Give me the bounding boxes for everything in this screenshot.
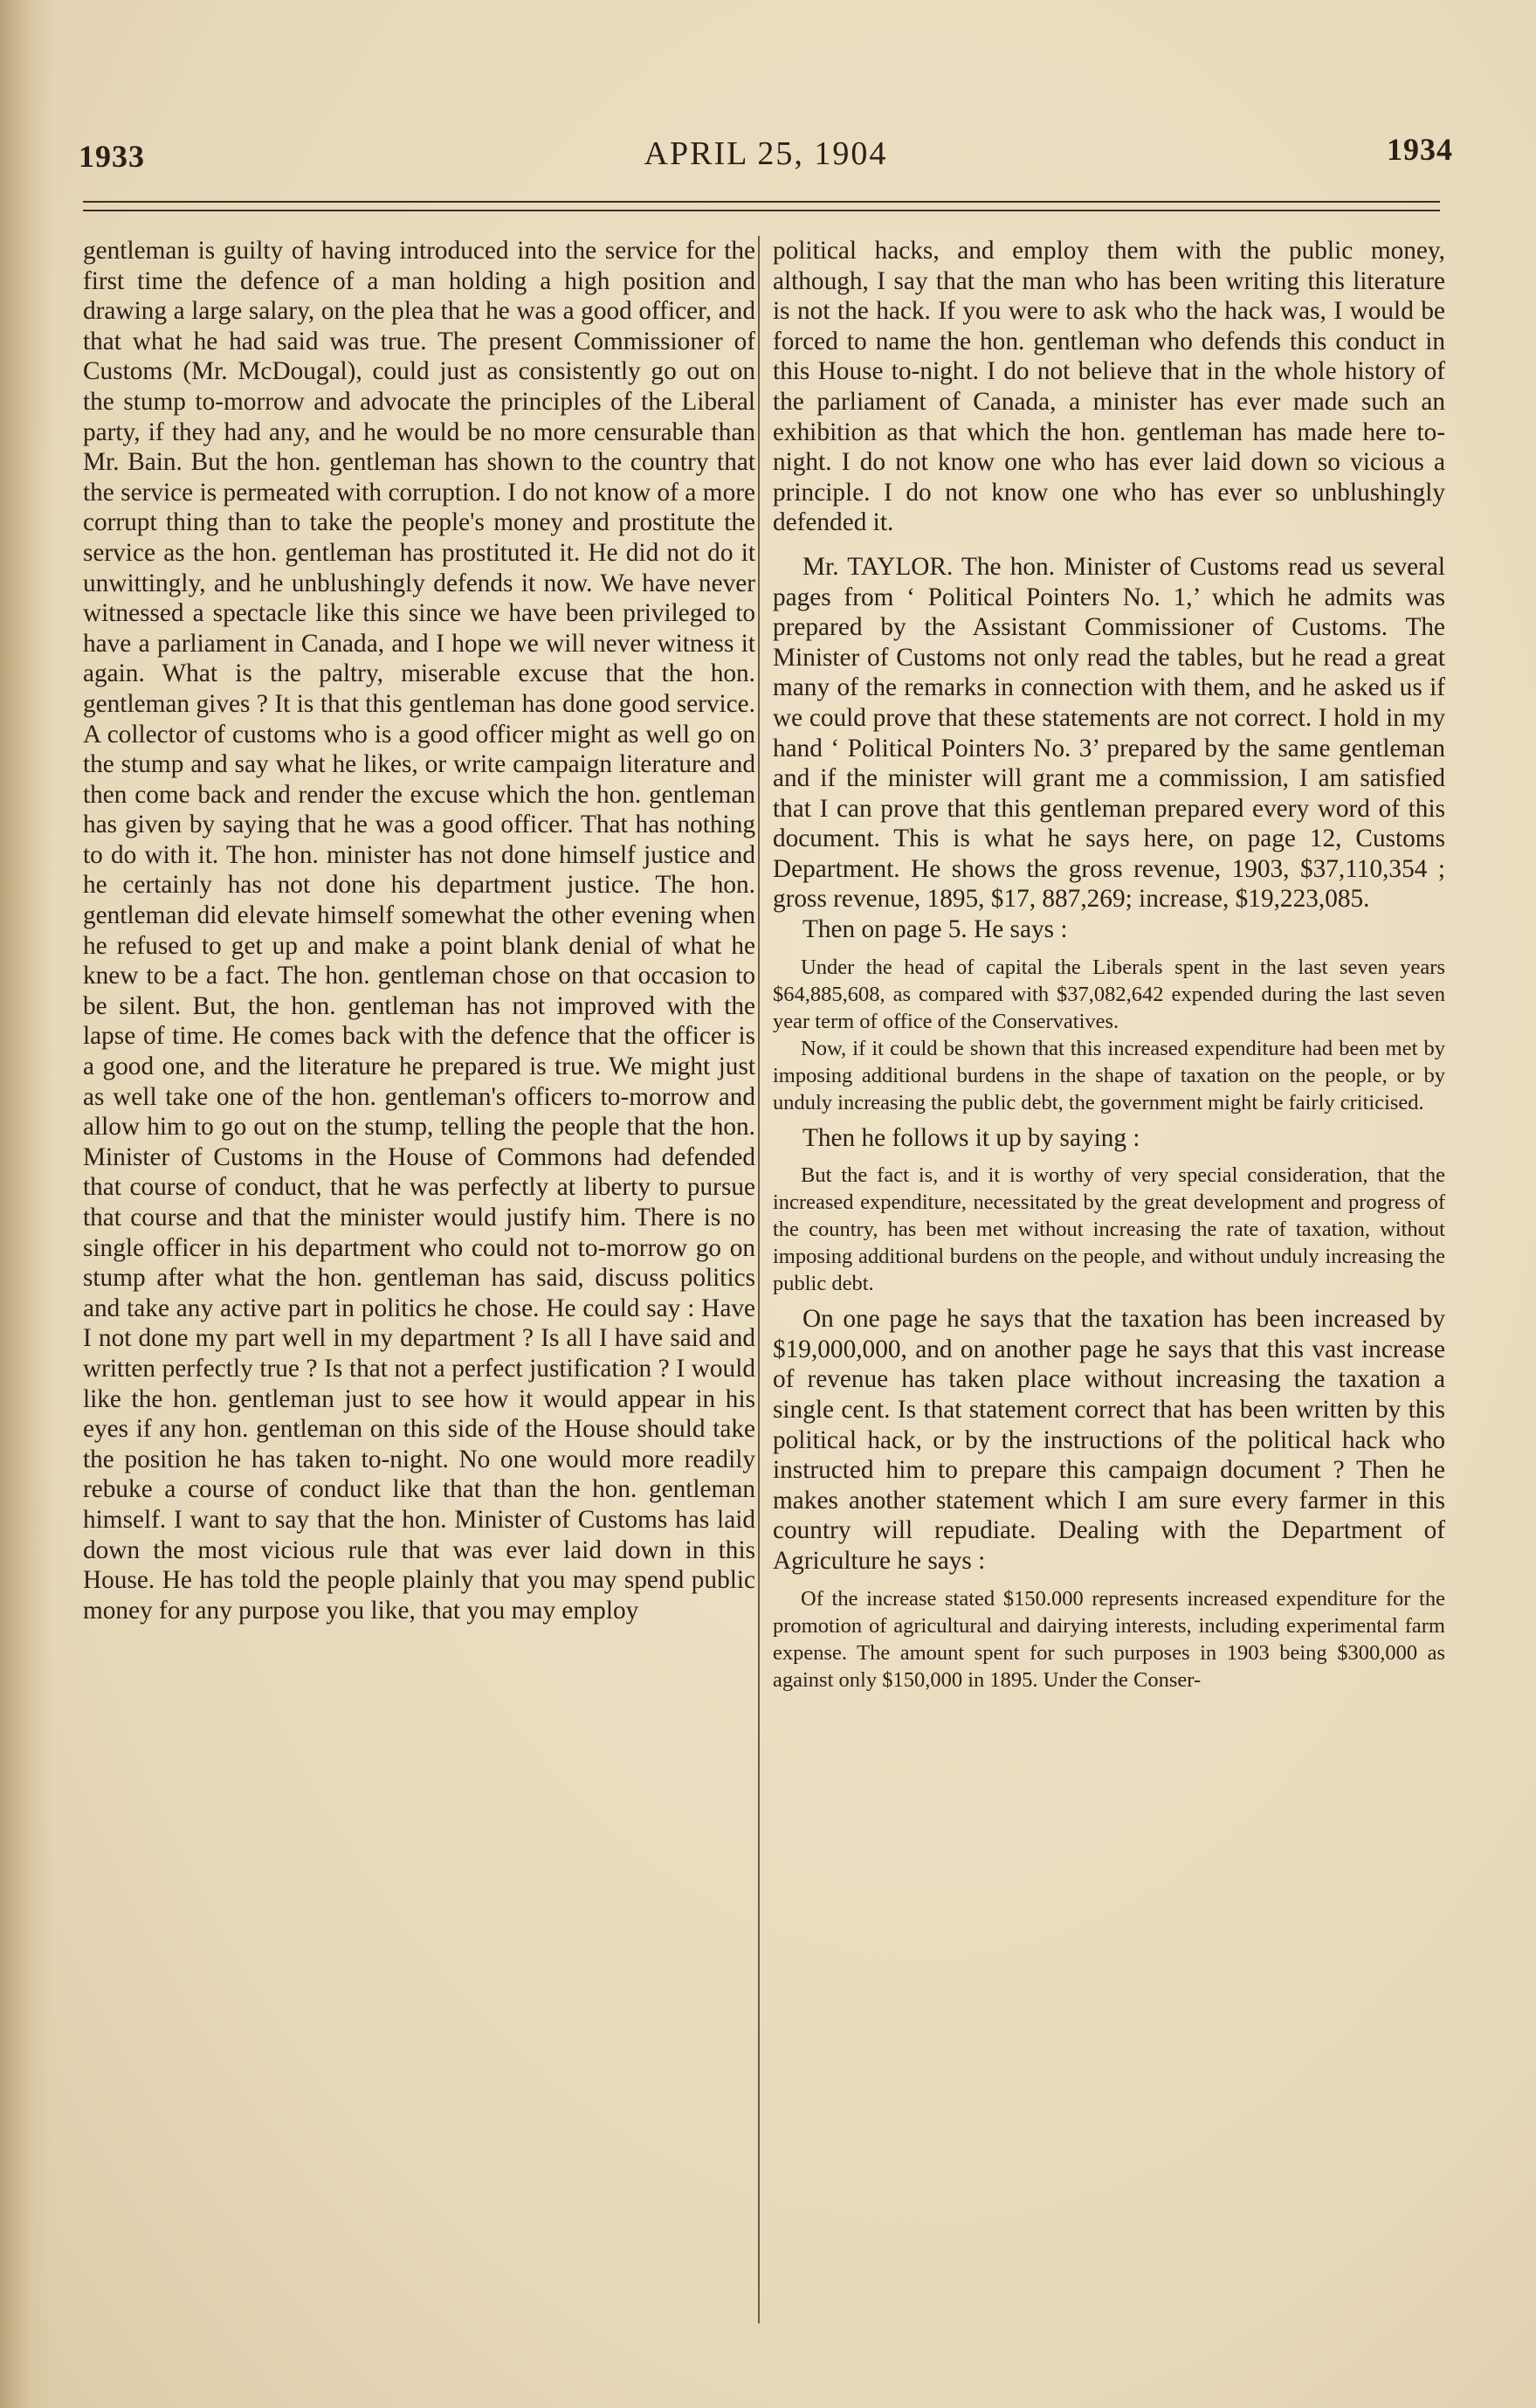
header-rule-bottom: [83, 210, 1440, 211]
page-header: [79, 131, 1453, 183]
quote-block-1: [773, 954, 1445, 1116]
quote-2-paragraph: But the fact is, and it is worthy of very special consideration, that the increased expenditure, necessitated by the great development and progress of the country, has been met without increasing the rate of taxation, without imposing additional burdens on the people, and without unduly increasing the public debt.: [773, 1163, 1445, 1296]
quote-block-3: [773, 1585, 1445, 1694]
quote-1-paragraph-a: Under the head of capital the Liberals spent in the last seven years $64,885,608, as compared with $37,082,642 expended during the last seven year term of office of the Conservatives.: [773, 955, 1445, 1033]
left-paragraph-1: gentleman is guilty of having introduced into the service for the first time the defence of a man holding a high position and drawing a large salary, on the plea that he was a good officer, and that what he had said was true. The present Commissioner of Customs (Mr. McDougal), could just as consistently go out on the stump to-morrow and advocate the principles of the Liberal party, if they had any, and he would be no more censurable than Mr. Bain. But the hon. gentleman has shown to the country that the service is permeated with corruption. I do not know of a more corrupt thing than to take the people's money and prostitute the service as the hon. gentleman has prostituted it. He did not do it unwittingly, and he unblushingly defends it now. We have never witnessed a spectacle like this since we have been privileged to have a parliament in Canada, and I hope we will never witness it again. What is the paltry, miserable excuse that the hon. gentleman gives ? It is that this gentleman has done good service. A collector of customs who is a good officer might as well go on the stump and say what he likes, or write campaign literature and then come back and render the excuse which the hon. gentleman has given by saying that he was a good officer. That has nothing to do with it. The hon. minister has not done himself justice and he certainly has not done his department justice. The hon. gentleman did elevate himself somewhat the other evening when he refused to get up and make a point blank denial of what he knew to be a fact. The hon. gentleman chose on that occasion to be silent. But, the hon. gentleman has not improved with the lapse of time. He comes back with the defence that the officer is a good one, and the literature he prepared is true. We might just as well take one of the hon. gentleman's officers to-morrow and allow him to go out on the stump, telling the people that the hon. Minister of Customs in the House of Commons had defended that course of conduct, that he was perfectly at liberty to pursue that course and that the minister would justify him. There is no single officer in his department who could not to-morrow go on stump after what the hon. gentleman has said, discuss politics and take any active part in politics he chose. He could say : Have I not done my part well in my department ? Is all I have said and written perfectly true ? Is that not a perfect justification ? I would like the hon. gentleman just to see how it would appear in his eyes if any hon. gentleman on this side of the House should take the position he has taken to-night. No one would more readily rebuke a course of conduct like that than the hon. gentleman himself. I want to say that the hon. Minister of Customs has laid down the most vicious rule that was ever laid down in this House. He has told the people plainly that you may spend public money for any purpose you like, that you may employ: [83, 237, 755, 1625]
page-number-left: 1933: [79, 139, 145, 174]
right-paragraph-3: Then on page 5. He says :: [802, 915, 1068, 944]
right-paragraph-2: Mr. TAYLOR. The hon. Minister of Customs read us several pages from ‘ Political Pointers No. 1,’ which he admits was prepared by the Assistant Commissioner of Customs. The Minister of Customs not only read the tables, but he read a great many of the remarks in connection with them, and he asked us if we could prove that these statements are not correct. I hold in my hand ‘ Political Pointers No. 3’ prepared by the same gentleman and if the minister will grant me a commission, I am satisfied that I can prove that this gentleman prepared every word of this document. This is what he says here, on page 12, Customs Department. He shows the gross revenue, 1903, $37,110,354 ; gross revenue, 1895, $17, 887,269; increase, $19,223,085.: [773, 552, 1445, 914]
right-paragraph-1: political hacks, and employ them with the public money, although, I say that the man who has been writing this literature is not the hack. If you were to ask who the hack was, I would be forced to name the hon. gentleman who defends this conduct in this House to-night. I do not believe that in the whole history of the parliament of Canada, a minister has ever made such an exhibition as that which the hon. gentleman has made here to-night. I do not know one who has ever laid down so vicious a principle. I do not know one who has ever so unblushingly defended it.: [773, 237, 1445, 537]
quote-3-paragraph: Of the increase stated $150.000 represents increased expenditure for the promotion of agricultural and dairying interests, including experimental farm expense. The amount spent for such purposes in 1903 being $300,000 as against only $150,000 in 1895. Under the Conser-: [773, 1586, 1445, 1692]
page-number-right: 1934: [1387, 132, 1453, 167]
column-divider: [758, 236, 760, 2323]
right-paragraph-4: Then he follows it up by saying :: [802, 1123, 1140, 1152]
header-date: APRIL 25, 1904: [644, 135, 888, 172]
page-spine-shadow: [0, 0, 52, 2408]
quote-block-2: [773, 1162, 1445, 1297]
right-paragraph-5: On one page he says that the taxation has been increased by $19,000,000, and on another page he says that this vast increase of revenue has taken place without increasing the taxation a single cent. Is that statement correct that has been written by this political hack, or by the instructions of the political hack who instructed him to prepare this campaign document ? Then he makes another statement which I am sure every farmer in this country will repudiate. Dealing with the Department of Agriculture he says :: [773, 1305, 1445, 1575]
quote-1-paragraph-b: Now, if it could be shown that this increased expenditure had been met by imposing additional burdens in the shape of taxation on the people, or by unduly increasing the public debt, the government might be fairly criticised.: [773, 1036, 1445, 1114]
right-column: [773, 236, 1445, 1701]
left-column: [83, 236, 755, 1625]
header-rule-top: [83, 201, 1440, 203]
